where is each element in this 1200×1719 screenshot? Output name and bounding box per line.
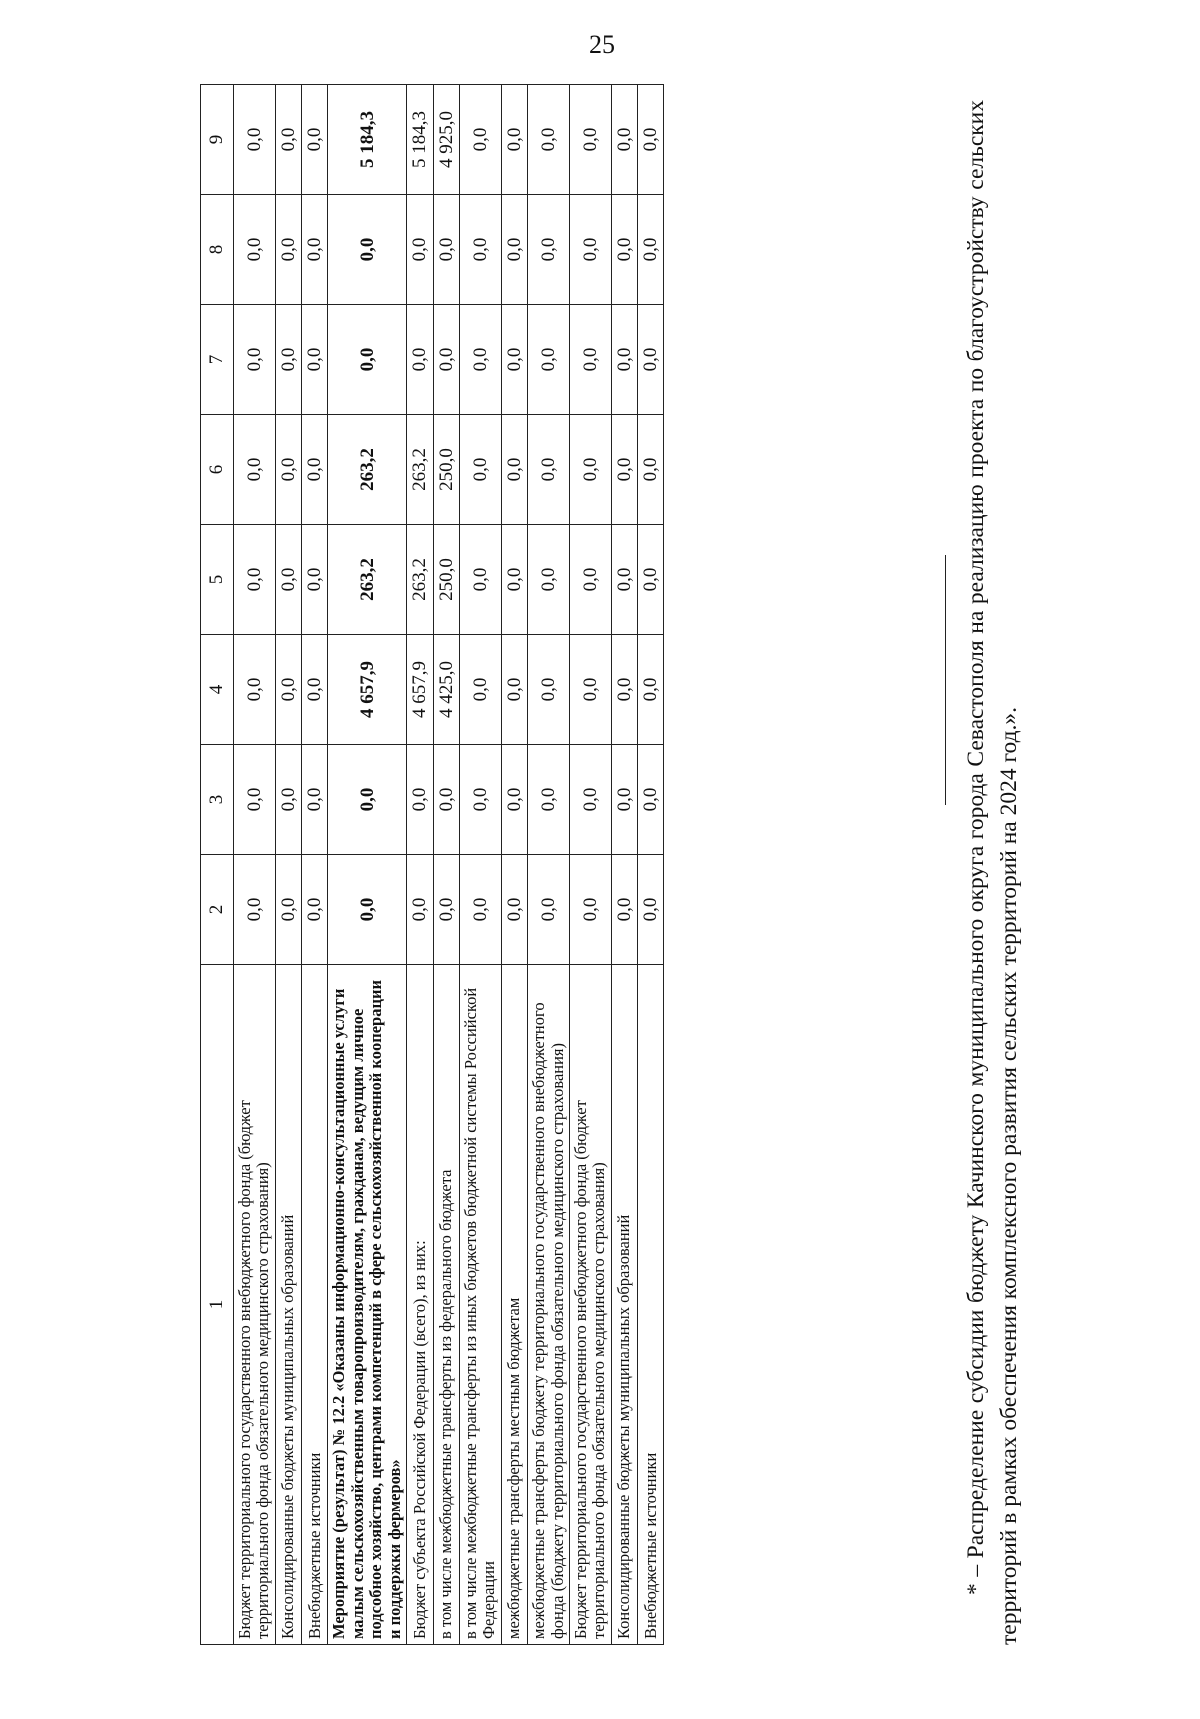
value-cell: 0,0 (528, 305, 570, 415)
value-cell: 0,0 (234, 305, 276, 415)
row-label-cell: в том числе межбюджетные трансферты из федерального бюджета (433, 965, 459, 1645)
column-header: 5 (201, 525, 234, 635)
value-cell: 0,0 (302, 415, 328, 525)
value-cell: 0,0 (234, 85, 276, 195)
column-header: 6 (201, 415, 234, 525)
row-label-cell: межбюджетные трансферты бюджету территориального государственного внебюджетного фонда (бюджету территориального фонда обязательного медицинского страхования) (528, 965, 570, 1645)
value-cell: 263,2 (407, 415, 433, 525)
row-label-cell: Бюджет территориального государственного внебюджетного фонда (бюджет территориального фонда обязательного медицинского страхования) (234, 965, 276, 1645)
value-cell: 0,0 (459, 305, 501, 415)
value-cell: 0,0 (611, 415, 637, 525)
value-cell: 0,0 (570, 415, 612, 525)
value-cell: 4 425,0 (433, 635, 459, 745)
table-row (638, 85, 664, 1645)
value-cell: 4 925,0 (433, 85, 459, 195)
column-header: 1 (201, 965, 234, 1645)
table-row (407, 85, 433, 1645)
separator-rule (945, 555, 946, 805)
value-cell: 0,0 (570, 85, 612, 195)
rotated-content (200, 85, 1060, 1645)
value-cell: 0,0 (275, 85, 301, 195)
column-header: 4 (201, 635, 234, 745)
value-cell: 0,0 (528, 525, 570, 635)
value-cell: 0,0 (459, 635, 501, 745)
value-cell: 250,0 (433, 525, 459, 635)
value-cell: 0,0 (638, 745, 664, 855)
table-row (328, 85, 407, 1645)
row-label-cell: Внебюджетные источники (638, 965, 664, 1645)
value-cell: 0,0 (501, 525, 527, 635)
table-body (234, 85, 664, 1645)
value-cell: 0,0 (638, 195, 664, 305)
value-cell: 0,0 (433, 195, 459, 305)
value-cell: 0,0 (459, 415, 501, 525)
value-cell: 0,0 (302, 525, 328, 635)
value-cell: 0,0 (459, 195, 501, 305)
value-cell: 0,0 (570, 855, 612, 965)
value-cell: 0,0 (302, 195, 328, 305)
value-cell: 0,0 (501, 415, 527, 525)
table-row (275, 85, 301, 1645)
table-row (433, 85, 459, 1645)
column-header: 8 (201, 195, 234, 305)
value-cell: 0,0 (459, 85, 501, 195)
value-cell: 0,0 (328, 305, 407, 415)
value-cell: 0,0 (501, 745, 527, 855)
value-cell: 0,0 (638, 525, 664, 635)
value-cell: 0,0 (459, 745, 501, 855)
budget-table (200, 84, 664, 1645)
value-cell: 0,0 (501, 635, 527, 745)
value-cell: 0,0 (328, 855, 407, 965)
value-cell: 0,0 (528, 635, 570, 745)
value-cell: 0,0 (275, 855, 301, 965)
value-cell: 4 657,9 (407, 635, 433, 745)
value-cell: 0,0 (528, 855, 570, 965)
value-cell: 0,0 (638, 415, 664, 525)
value-cell: 0,0 (611, 305, 637, 415)
value-cell: 0,0 (234, 525, 276, 635)
value-cell: 0,0 (611, 525, 637, 635)
value-cell: 0,0 (570, 635, 612, 745)
value-cell: 0,0 (328, 745, 407, 855)
row-label-cell: Консолидированные бюджеты муниципальных образований (275, 965, 301, 1645)
value-cell: 0,0 (528, 195, 570, 305)
value-cell: 0,0 (275, 745, 301, 855)
value-cell: 0,0 (570, 745, 612, 855)
value-cell: 0,0 (234, 855, 276, 965)
value-cell: 0,0 (234, 195, 276, 305)
value-cell: 0,0 (611, 855, 637, 965)
row-label-cell: Консолидированные бюджеты муниципальных образований (611, 965, 637, 1645)
value-cell: 0,0 (611, 195, 637, 305)
value-cell: 0,0 (528, 415, 570, 525)
value-cell: 0,0 (407, 195, 433, 305)
row-label-cell: Мероприятие (результат) № 12.2 «Оказаны информационно-консультационные услуги малым сельскохозяйственным товаропроизводителям, гражданам, ведущим личное подсобное хозяйство, центрами компетенций в сфере сельскохозяйственной кооперации и поддержки фермеров» (328, 965, 407, 1645)
table-row (501, 85, 527, 1645)
value-cell: 0,0 (302, 855, 328, 965)
value-cell: 0,0 (638, 635, 664, 745)
value-cell: 0,0 (302, 745, 328, 855)
value-cell: 0,0 (275, 525, 301, 635)
value-cell: 0,0 (611, 635, 637, 745)
value-cell: 0,0 (459, 525, 501, 635)
table-row (611, 85, 637, 1645)
value-cell: 5 184,3 (407, 85, 433, 195)
value-cell: 0,0 (407, 305, 433, 415)
value-cell: 250,0 (433, 415, 459, 525)
value-cell: 0,0 (570, 305, 612, 415)
value-cell: 0,0 (611, 745, 637, 855)
table-row (570, 85, 612, 1645)
value-cell: 263,2 (328, 525, 407, 635)
value-cell: 0,0 (234, 635, 276, 745)
value-cell: 5 184,3 (328, 85, 407, 195)
value-cell: 0,0 (302, 635, 328, 745)
table-row (234, 85, 276, 1645)
value-cell: 0,0 (275, 415, 301, 525)
value-cell: 0,0 (275, 195, 301, 305)
column-header: 9 (201, 85, 234, 195)
row-label-cell: Внебюджетные источники (302, 965, 328, 1645)
table-row (528, 85, 570, 1645)
value-cell: 0,0 (501, 855, 527, 965)
value-cell: 0,0 (433, 745, 459, 855)
value-cell: 0,0 (570, 195, 612, 305)
footnote: * – Распределение субсидии бюджету Качинского муниципального округа города Севастополя на реализацию проекта по благоустройству сельских территорий в рамках обеспечения комплексного развития сельских территорий на 2024 год.». (963, 100, 1023, 1645)
value-cell: 263,2 (407, 525, 433, 635)
column-header: 2 (201, 855, 234, 965)
value-cell: 0,0 (528, 745, 570, 855)
value-cell: 0,0 (638, 305, 664, 415)
value-cell: 0,0 (570, 525, 612, 635)
value-cell: 0,0 (275, 635, 301, 745)
value-cell: 0,0 (638, 855, 664, 965)
value-cell: 0,0 (638, 85, 664, 195)
row-label-cell: Бюджет территориального государственного внебюджетного фонда (бюджет территориального фонда обязательного медицинского страхования) (570, 965, 612, 1645)
column-header: 7 (201, 305, 234, 415)
table-header-row (201, 85, 234, 1645)
value-cell: 0,0 (501, 85, 527, 195)
value-cell: 0,0 (407, 855, 433, 965)
value-cell: 0,0 (275, 305, 301, 415)
value-cell: 263,2 (328, 415, 407, 525)
value-cell: 0,0 (302, 85, 328, 195)
value-cell: 0,0 (302, 305, 328, 415)
row-label-cell: Бюджет субъекта Российской Федерации (всего), из них: (407, 965, 433, 1645)
table-row (302, 85, 328, 1645)
value-cell: 0,0 (611, 85, 637, 195)
row-label-cell: межбюджетные трансферты местным бюджетам (501, 965, 527, 1645)
value-cell: 0,0 (234, 745, 276, 855)
page-number: 25 (589, 30, 615, 59)
value-cell: 0,0 (328, 195, 407, 305)
value-cell: 0,0 (501, 305, 527, 415)
value-cell: 0,0 (407, 745, 433, 855)
value-cell: 0,0 (459, 855, 501, 965)
value-cell: 0,0 (528, 85, 570, 195)
value-cell: 0,0 (433, 305, 459, 415)
column-header: 3 (201, 745, 234, 855)
value-cell: 0,0 (234, 415, 276, 525)
value-cell: 4 657,9 (328, 635, 407, 745)
table-row (459, 85, 501, 1645)
value-cell: 0,0 (501, 195, 527, 305)
row-label-cell: в том числе межбюджетные трансферты из иных бюджетов бюджетной системы Российской Федерации (459, 965, 501, 1645)
value-cell: 0,0 (433, 855, 459, 965)
